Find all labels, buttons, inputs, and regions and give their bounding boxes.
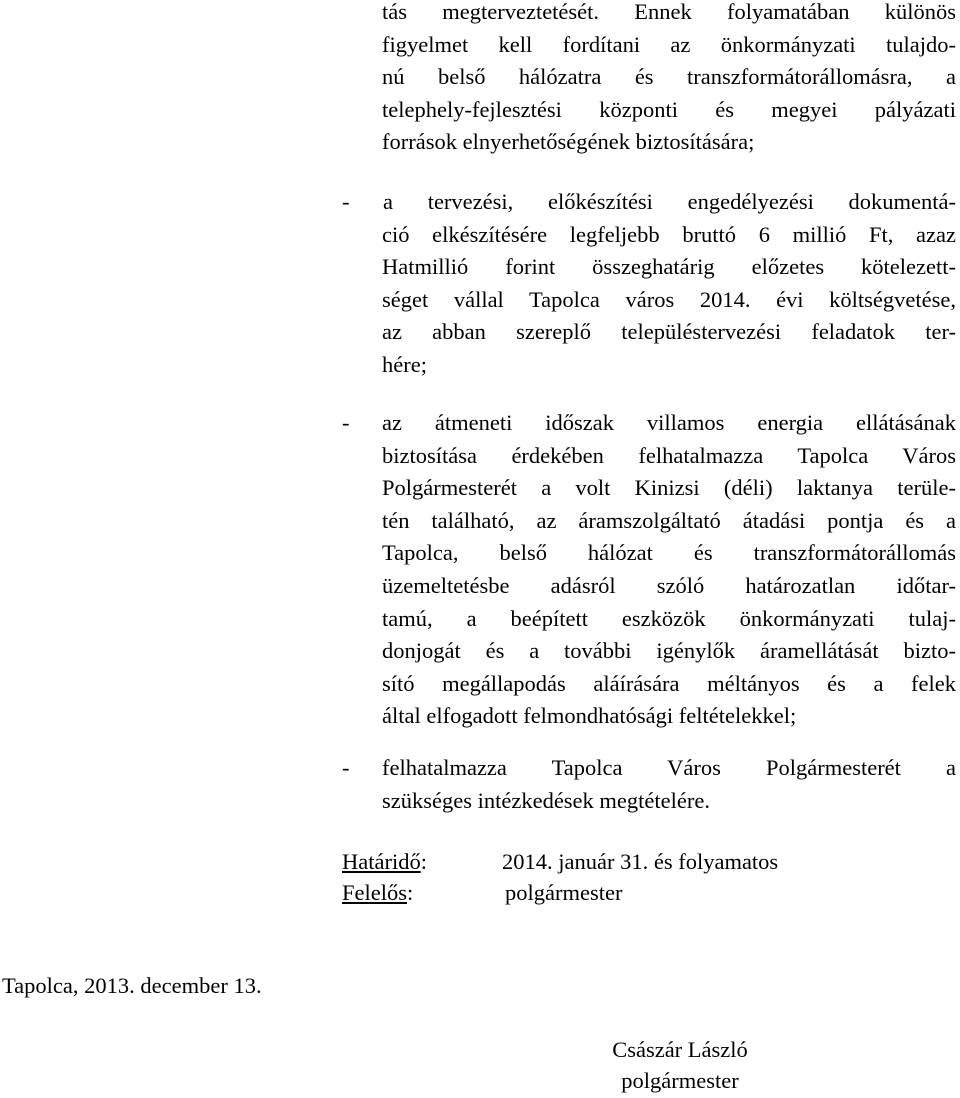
text-line: ció elkészítésére legfeljebb bruttó 6 millió Ft, azaz <box>382 221 956 247</box>
text-line: hére; <box>382 351 427 377</box>
deadline-label: Határidő <box>342 849 421 874</box>
signature-name: Császár László <box>612 1037 748 1062</box>
text-line: donjogát és a további igénylők áramellátását bizto- <box>382 638 956 664</box>
text-line: Tapolca, belső hálózat és transzformátorállomás <box>382 540 956 566</box>
text-line: szükséges intézkedések megtételére. <box>382 787 710 813</box>
deadline-row <box>342 846 427 879</box>
signature-title: polgármester <box>621 1068 739 1093</box>
text-line: nú belső hálózatra és transzformátorállomásra, a <box>382 64 956 90</box>
text-line: tén található, az áramszolgáltató átadási pontja és a <box>382 507 956 533</box>
text-line: biztosítása érdekében felhatalmazza Tapolca Város <box>382 442 956 468</box>
text-line: telephely-fejlesztési központi és megyei pályázati <box>382 96 956 122</box>
bullet-paragraph-planning <box>382 186 956 382</box>
responsible-row <box>342 877 413 910</box>
intro-paragraph <box>382 0 956 159</box>
text-line: sító megállapodás aláírására méltányos és a felek <box>382 670 956 696</box>
text-line: tás megterveztetését. Ennek folyamatában különös <box>382 0 956 24</box>
text-line: az átmeneti időszak villamos energia ellátásának <box>382 410 956 435</box>
text-line: a tervezési, előkészítési engedélyezési dokumentá- <box>383 189 956 214</box>
responsible-value: polgármester <box>505 880 623 905</box>
bullet-dash: - <box>342 755 350 780</box>
responsible-colon: : <box>407 880 414 905</box>
text-line: tamú, a beépített eszközök önkormányzati tulaj- <box>382 605 956 631</box>
bullet-dash: - <box>342 189 350 214</box>
responsible-label: Felelős <box>342 880 407 905</box>
text-line: Polgármesterét a volt Kinizsi (déli) laktanya terüle- <box>382 475 956 501</box>
deadline-value: 2014. január 31. és folyamatos <box>502 849 779 874</box>
deadline-colon: : <box>420 849 427 874</box>
text-line: az abban szereplő településtervezési feladatok ter- <box>382 319 956 345</box>
text-line: séget vállal Tapolca város 2014. évi költségvetése, <box>382 286 956 312</box>
text-line: üzemeltetésbe adásról szóló határozatlan időtar- <box>382 572 956 598</box>
text-line: felhatalmazza Tapolca Város Polgármesterét a <box>382 755 956 780</box>
bullet-paragraph-energy <box>382 407 956 733</box>
text-line: figyelmet kell fordítani az önkormányzati tulajdo- <box>382 31 956 57</box>
bullet-dash: - <box>342 410 350 435</box>
text-line: által elfogadott felmondhatósági feltételekkel; <box>382 703 797 729</box>
text-line: Hatmillió forint összeghatárig előzetes kötelezett- <box>382 254 956 280</box>
bullet-paragraph-authorization <box>382 752 956 817</box>
text-line: források elnyerhetőségének biztosítására; <box>382 129 755 155</box>
place-date: Tapolca, 2013. december 13. <box>2 973 262 998</box>
